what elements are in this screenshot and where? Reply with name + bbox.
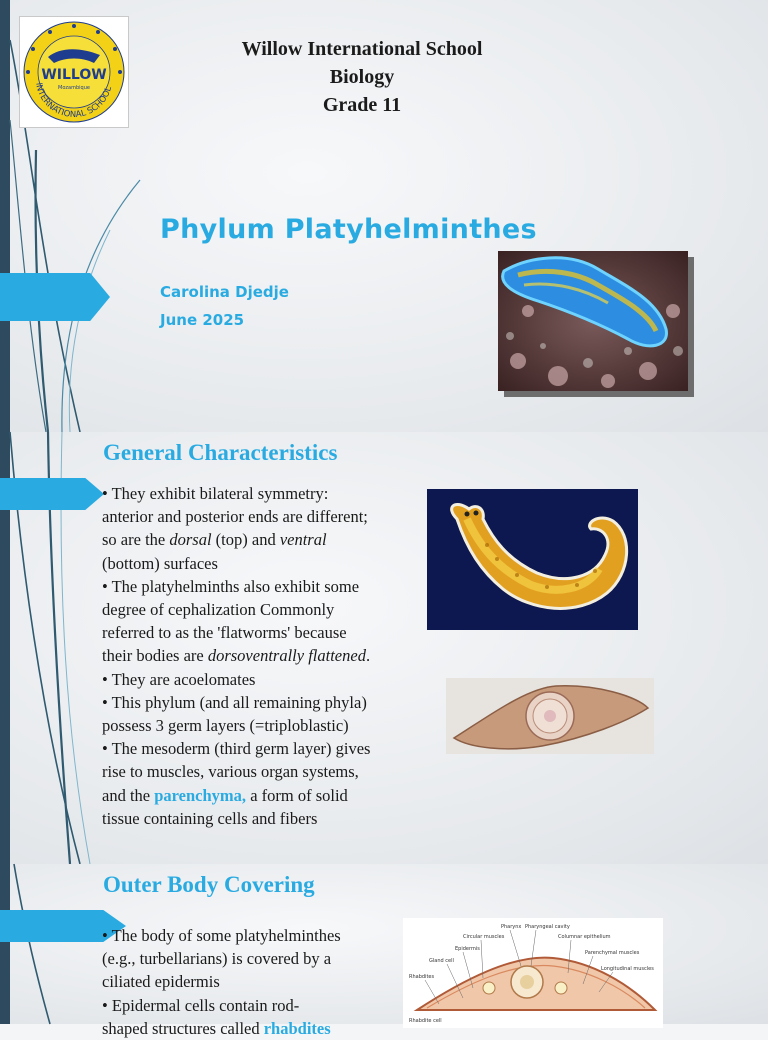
school-name: Willow International School — [241, 38, 483, 60]
text-segment: tissue containing cells and fibers — [102, 808, 318, 828]
text-segment: • Epidermal cells contain rod- — [102, 995, 300, 1015]
body-line — [102, 807, 370, 830]
body-covering-text — [102, 924, 341, 1040]
body-line — [102, 575, 370, 598]
body-line — [102, 784, 370, 807]
text-segment: rise to muscles, various organ systems, — [102, 762, 359, 782]
italic-term: dorsoventrally flattened — [207, 646, 366, 666]
diagram-label: Rhabdite cell — [409, 1018, 442, 1024]
decorative-swoosh — [0, 864, 110, 1024]
text-segment: (top) and — [211, 530, 280, 550]
text-segment: . — [365, 646, 371, 666]
author: Carolina Djedje — [160, 283, 289, 301]
title-slide — [0, 0, 768, 432]
text-segment: referred to as the 'flatworms' because — [102, 623, 347, 643]
diagram-label: Epidermis — [455, 946, 480, 952]
presentation-title: Phylum Platyhelminthes — [160, 214, 537, 245]
text-segment: (bottom) surfaces — [102, 553, 218, 573]
text-segment: • The platyhelminths also exhibit some — [102, 576, 360, 596]
school-logo — [19, 16, 129, 128]
text-segment: • This phylum (and all remaining phyla) — [102, 692, 367, 712]
diagram-label: Gland cell — [429, 958, 454, 964]
text-segment: • The mesoderm (third germ layer) gives — [102, 739, 371, 759]
body-line — [102, 505, 370, 528]
subject: Biology — [329, 66, 395, 88]
flatworm-photo — [498, 251, 688, 391]
accent-arrow — [0, 478, 104, 510]
body-line — [102, 994, 341, 1017]
text-segment: • They exhibit bilateral symmetry: — [102, 484, 329, 503]
logo-ring-text: INTERNATIONAL SCHOOL — [33, 82, 115, 121]
diagram-label: Parenchymal muscles — [585, 950, 640, 956]
body-line — [102, 644, 370, 667]
accent-arrow — [0, 273, 110, 321]
highlight-term: parenchyma, — [154, 785, 247, 805]
body-covering-slide — [0, 864, 768, 1038]
diagram-label: Longitudinal muscles — [601, 966, 654, 972]
text-segment: anterior and posterior ends are different; — [102, 507, 368, 527]
body-line — [102, 760, 370, 783]
date: June 2025 — [160, 311, 245, 329]
body-line — [102, 1017, 341, 1040]
cross-section-image — [446, 678, 654, 754]
planarian-image — [427, 489, 638, 630]
text-segment: possess 3 germ layers (=triploblastic) — [102, 716, 349, 736]
logo-sub: Mozambique — [58, 85, 90, 91]
highlight-term: rhabdites — [263, 1018, 331, 1038]
text-segment: their bodies are — [102, 646, 208, 666]
text-segment: and the — [102, 785, 155, 805]
diagram-label: Columnar epithelium — [558, 934, 611, 940]
diagram-label: Circular muscles — [463, 934, 505, 940]
body-line — [102, 552, 370, 575]
body-line — [102, 528, 370, 551]
diagram-label: Pharynx — [501, 924, 522, 930]
body-line — [102, 947, 341, 970]
text-segment: • The body of some platyhelminthes — [102, 926, 341, 945]
logo-name: WILLOW — [41, 67, 107, 83]
body-line — [102, 737, 370, 760]
body-line — [102, 598, 370, 621]
text-segment: so are the — [102, 530, 170, 550]
flatworm-anatomy-diagram — [403, 918, 663, 1028]
body-line — [102, 668, 370, 691]
section-heading: Outer Body Covering — [103, 872, 315, 897]
section-heading: General Characteristics — [103, 440, 338, 465]
text-segment: (e.g., turbellarians) is covered by a — [102, 949, 332, 969]
body-line — [102, 924, 341, 947]
text-segment: a form of solid — [246, 785, 348, 805]
body-line — [102, 621, 370, 644]
italic-term: dorsal — [169, 530, 212, 550]
body-line — [102, 970, 341, 993]
body-line — [102, 482, 370, 505]
text-segment: ciliated epidermis — [102, 972, 220, 992]
text-segment: degree of cephalization Commonly — [102, 600, 335, 620]
body-line — [102, 714, 370, 737]
grade: Grade 11 — [322, 94, 402, 116]
text-segment: • They are acoelomates — [102, 669, 256, 689]
characteristics-text — [102, 482, 370, 830]
text-segment: shaped structures called — [102, 1018, 264, 1038]
body-line — [102, 691, 370, 714]
diagram-label: Rhabdites — [409, 974, 435, 980]
italic-term: ventral — [279, 530, 327, 550]
characteristics-slide — [0, 432, 768, 864]
diagram-label: Pharyngeal cavity — [525, 924, 570, 930]
